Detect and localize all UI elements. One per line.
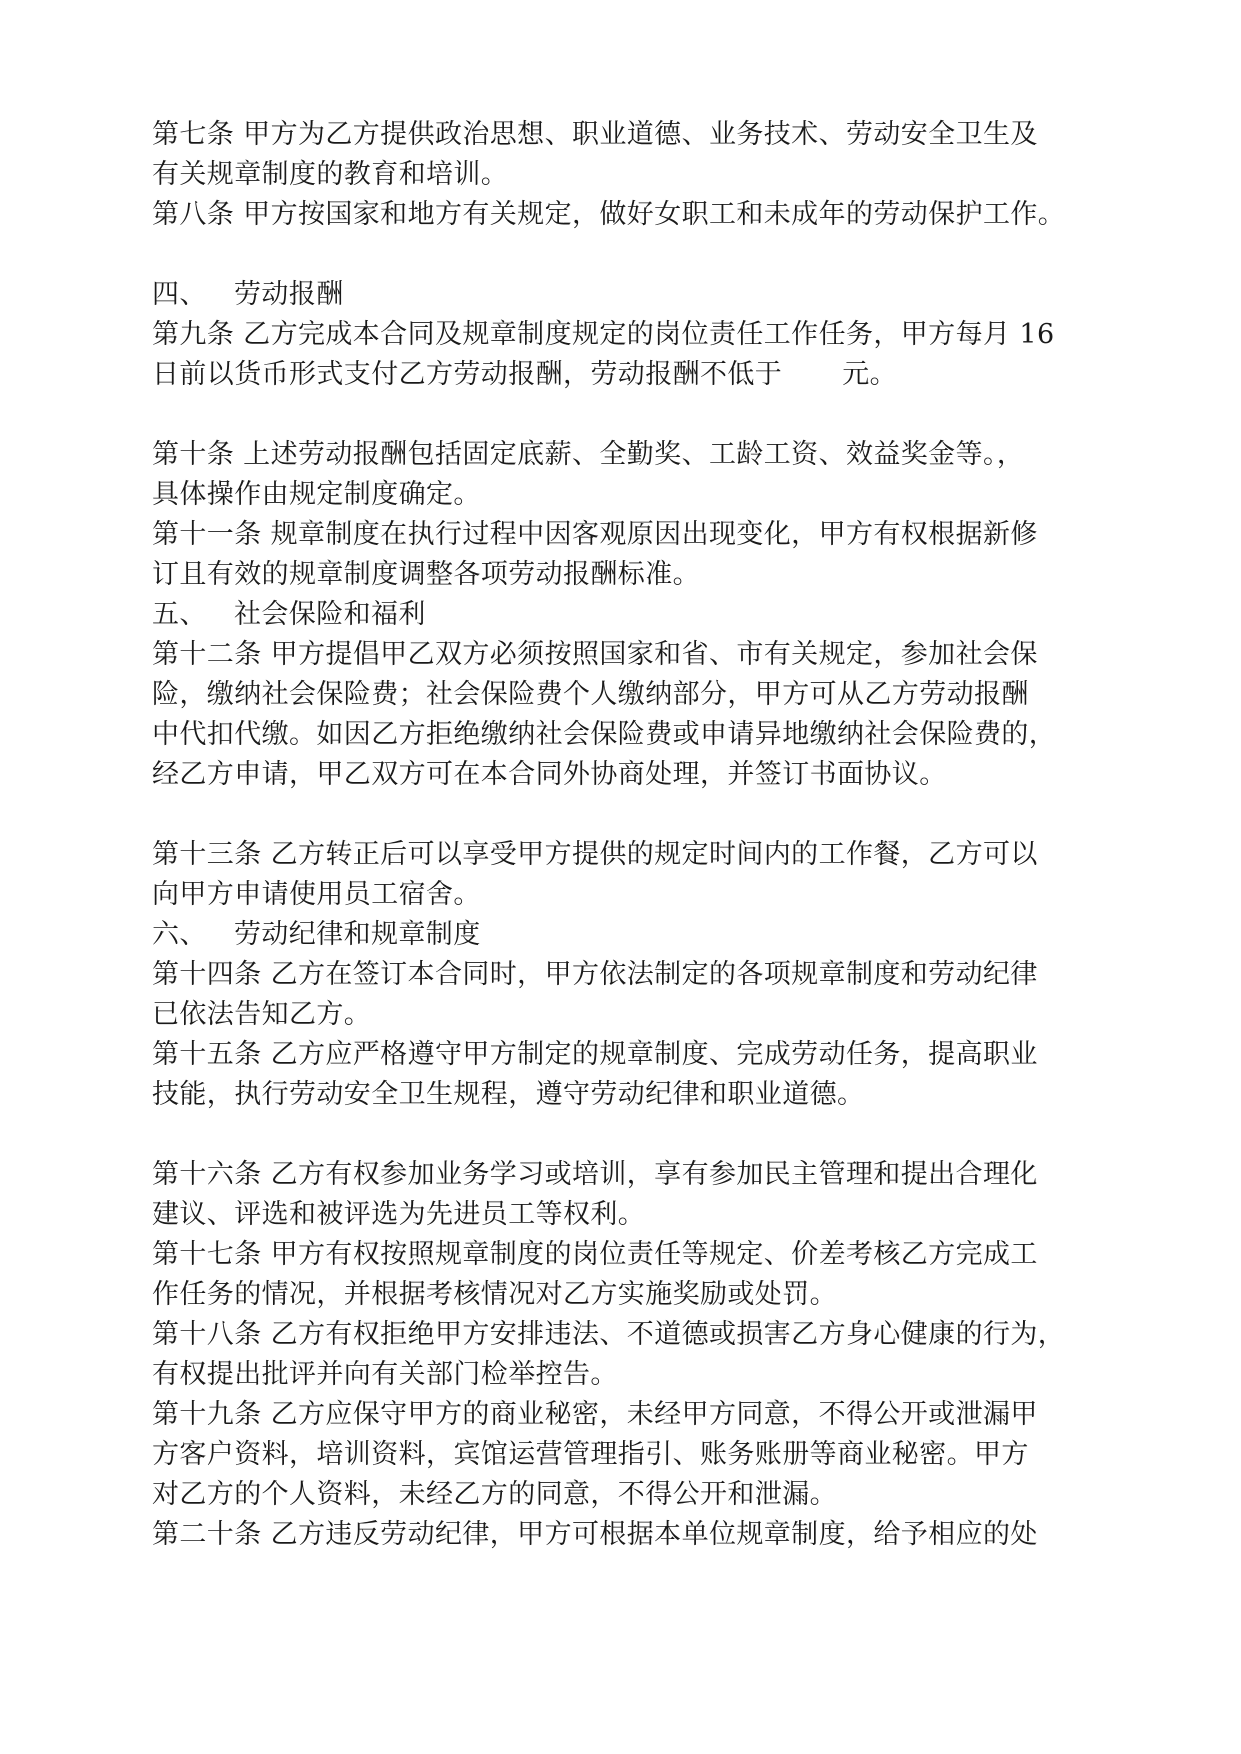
article-11-line-1: 第十一条 规章制度在执行过程中因客观原因出现变化，甲方有权根据新修 (152, 519, 1038, 550)
article-16-line-1: 第十六条 乙方有权参加业务学习或培训，享有参加民主管理和提出合理化 (152, 1159, 1038, 1190)
article-11-line-2: 订且有效的规章制度调整各项劳动报酬标准。 (152, 559, 700, 590)
section-heading-5 (152, 595, 1092, 635)
contract-page (152, 115, 1092, 1555)
article-10-line-1: 第十条 上述劳动报酬包括固定底薪、全勤奖、工龄工资、效益奖金等。， (152, 439, 1025, 470)
article-7-line-2: 有关规章制度的教育和培训。 (152, 159, 509, 190)
article-17-line-2: 作任务的情况，并根据考核情况对乙方实施奖励或处罚。 (152, 1279, 837, 1310)
article-8-line-1: 第八条 甲方按国家和地方有关规定，做好女职工和未成年的劳动保护工作。 (152, 199, 1066, 230)
section-heading-4 (152, 275, 1092, 315)
article-12-line-1: 第十二条 甲方提倡甲乙双方必须按照国家和省、市有关规定，参加社会保 (152, 639, 1038, 670)
article-10-line-2: 具体操作由规定制度确定。 (152, 479, 481, 510)
section-number: 五、 (152, 599, 207, 630)
article-14-line-2: 已依法告知乙方。 (152, 999, 372, 1030)
section-title: 劳动报酬 (234, 279, 344, 310)
section-number: 四、 (152, 279, 207, 310)
article-14-line-1: 第十四条 乙方在签订本合同时，甲方依法制定的各项规章制度和劳动纪律 (152, 959, 1038, 990)
article-7-line-1: 第七条 甲方为乙方提供政治思想、职业道德、业务技术、劳动安全卫生及 (152, 119, 1038, 150)
section-title: 社会保险和福利 (234, 599, 426, 630)
article-18-line-1: 第十八条 乙方有权拒绝甲方安排违法、不道德或损害乙方身心健康的行为， (152, 1319, 1066, 1350)
article-13-line-2: 向甲方申请使用员工宿舍。 (152, 879, 481, 910)
article-12-line-3: 中代扣代缴。如因乙方拒绝缴纳社会保险费或申请异地缴纳社会保险费的， (152, 719, 1057, 750)
section-title: 劳动纪律和规章制度 (234, 919, 481, 950)
article-12-line-4: 经乙方申请，甲乙双方可在本合同外协商处理，并签订书面协议。 (152, 759, 947, 790)
section-number: 六、 (152, 919, 207, 950)
article-16-line-2: 建议、评选和被评选为先进员工等权利。 (152, 1199, 646, 1230)
article-9-line-2 (152, 355, 1092, 395)
article-9-text: 日前以货币形式支付乙方劳动报酬，劳动报酬不低于 (152, 359, 783, 390)
article-17-line-1: 第十七条 甲方有权按照规章制度的岗位责任等规定、价差考核乙方完成工 (152, 1239, 1038, 1270)
article-19-line-2: 方客户资料，培训资料，宾馆运营管理指引、账务账册等商业秘密。甲方 (152, 1439, 1029, 1470)
article-18-line-2: 有权提出批评并向有关部门检举控告。 (152, 1359, 618, 1390)
article-12-line-2: 险，缴纳社会保险费；社会保险费个人缴纳部分，甲方可从乙方劳动报酬 (152, 679, 1029, 710)
article-19-line-1: 第十九条 乙方应保守甲方的商业秘密，未经甲方同意，不得公开或泄漏甲 (152, 1399, 1038, 1430)
article-15-line-1: 第十五条 乙方应严格遵守甲方制定的规章制度、完成劳动任务，提高职业 (152, 1039, 1038, 1070)
section-heading-6 (152, 915, 1092, 955)
currency-unit: 元。 (842, 359, 898, 390)
article-15-line-2: 技能，执行劳动安全卫生规程，遵守劳动纪律和职业道德。 (152, 1079, 865, 1110)
article-13-line-1: 第十三条 乙方转正后可以享受甲方提供的规定时间内的工作餐，乙方可以 (152, 839, 1038, 870)
article-20-line-1: 第二十条 乙方违反劳动纪律，甲方可根据本单位规章制度，给予相应的处 (152, 1519, 1038, 1550)
article-9-line-1: 第九条 乙方完成本合同及规章制度规定的岗位责任工作任务，甲方每月 16 (152, 319, 1055, 350)
article-19-line-3: 对乙方的个人资料，未经乙方的同意，不得公开和泄漏。 (152, 1479, 837, 1510)
